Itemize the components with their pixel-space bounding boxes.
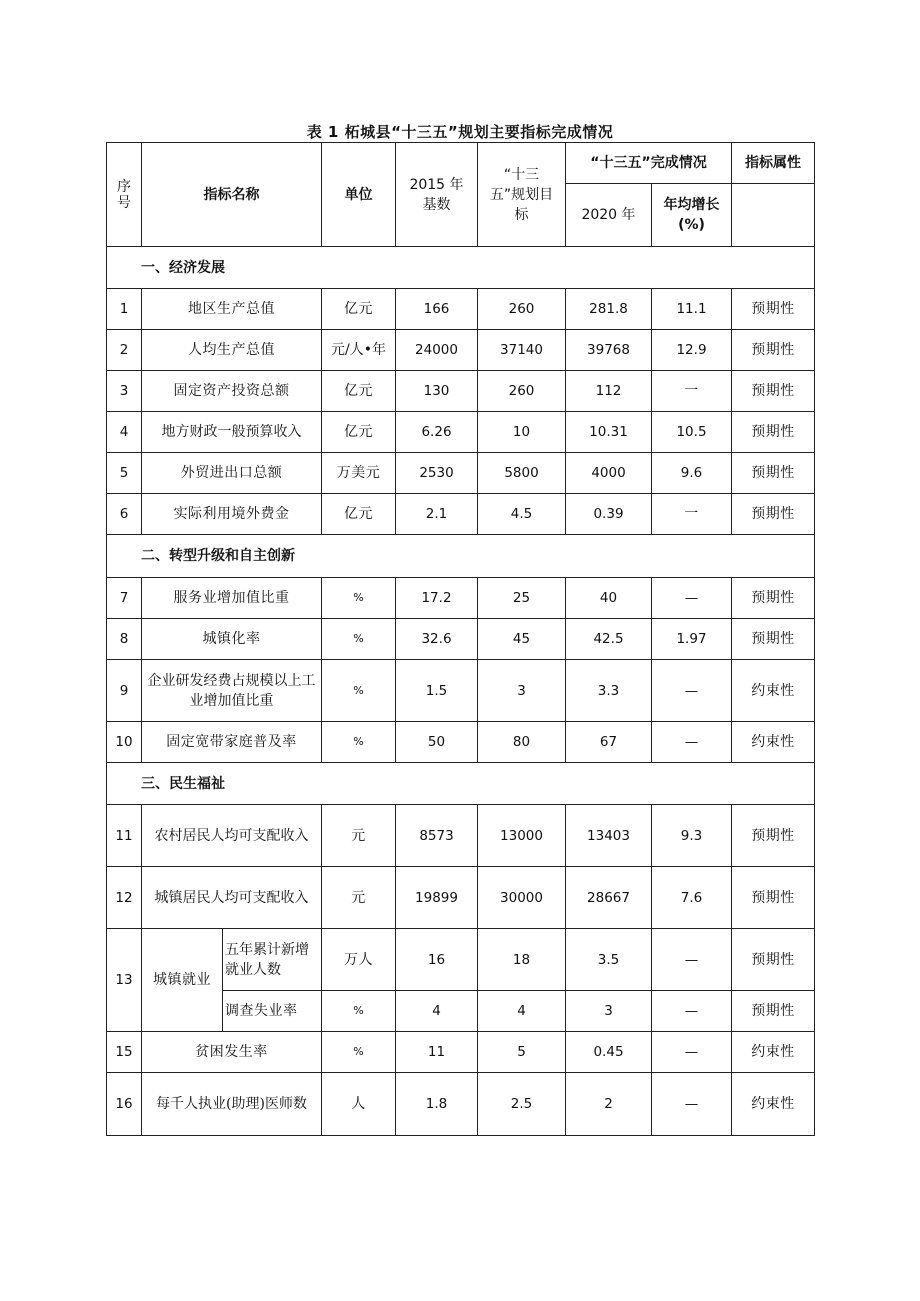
cell-unit: % xyxy=(322,1032,396,1073)
cell-name: 人均生产总值 xyxy=(142,330,322,371)
cell-name: 贫困发生率 xyxy=(142,1032,322,1073)
cell-attr: 预期性 xyxy=(732,578,815,619)
cell-plan: 4 xyxy=(478,991,566,1032)
header-base: 2015 年基数 xyxy=(396,143,478,247)
cell-growth: 1.97 xyxy=(652,619,732,660)
cell-name: 固定宽带家庭普及率 xyxy=(142,722,322,763)
cell-2020: 10.31 xyxy=(566,412,652,453)
cell-base: 19899 xyxy=(396,867,478,929)
cell-no: 5 xyxy=(107,453,142,494)
cell-2020: 0.39 xyxy=(566,494,652,535)
cell-growth: 一 xyxy=(652,371,732,412)
header-plan: “十三五”规划目标 xyxy=(478,143,566,247)
cell-growth: 9.3 xyxy=(652,805,732,867)
cell-2020: 0.45 xyxy=(566,1032,652,1073)
header-attr-blank xyxy=(732,184,815,247)
table-row xyxy=(107,929,815,991)
cell-2020: 4000 xyxy=(566,453,652,494)
cell-attr: 预期性 xyxy=(732,867,815,929)
cell-name: 每千人执业(助理)医师数 xyxy=(142,1073,322,1136)
table-row xyxy=(107,330,815,371)
cell-attr: 预期性 xyxy=(732,494,815,535)
cell-base: 24000 xyxy=(396,330,478,371)
cell-unit: 亿元 xyxy=(322,412,396,453)
indicator-table xyxy=(106,142,815,1136)
cell-no: 4 xyxy=(107,412,142,453)
cell-no: 2 xyxy=(107,330,142,371)
cell-plan: 4.5 xyxy=(478,494,566,535)
cell-name: 五年累计新增就业人数 xyxy=(223,929,322,991)
table-title: 表 1 柘城县“十三五”规划主要指标完成情况 xyxy=(306,123,614,141)
cell-growth: 9.6 xyxy=(652,453,732,494)
cell-name: 企业研发经费占规模以上工业增加值比重 xyxy=(142,660,322,722)
table-row xyxy=(107,867,815,929)
cell-attr: 约束性 xyxy=(732,1073,815,1136)
cell-name: 城镇居民人均可支配收入 xyxy=(142,867,322,929)
cell-no: 15 xyxy=(107,1032,142,1073)
cell-plan: 3 xyxy=(478,660,566,722)
cell-growth: 一 xyxy=(652,494,732,535)
cell-no: 7 xyxy=(107,578,142,619)
table-row xyxy=(107,494,815,535)
section-row xyxy=(107,535,815,578)
cell-growth: 11.1 xyxy=(652,289,732,330)
header-2020: 2020 年 xyxy=(566,184,652,247)
cell-growth: — xyxy=(652,578,732,619)
cell-attr: 预期性 xyxy=(732,453,815,494)
cell-no: 1 xyxy=(107,289,142,330)
cell-2020: 40 xyxy=(566,578,652,619)
cell-plan: 2.5 xyxy=(478,1073,566,1136)
cell-no: 6 xyxy=(107,494,142,535)
cell-base: 2530 xyxy=(396,453,478,494)
cell-base: 11 xyxy=(396,1032,478,1073)
table-row xyxy=(107,578,815,619)
cell-2020: 13403 xyxy=(566,805,652,867)
header-name: 指标名称 xyxy=(142,143,322,247)
cell-2020: 3 xyxy=(566,991,652,1032)
cell-attr: 约束性 xyxy=(732,1032,815,1073)
cell-unit: 元 xyxy=(322,867,396,929)
cell-name: 外贸进出口总额 xyxy=(142,453,322,494)
cell-attr: 预期性 xyxy=(732,619,815,660)
cell-base: 8573 xyxy=(396,805,478,867)
cell-2020: 42.5 xyxy=(566,619,652,660)
header-attr: 指标属性 xyxy=(732,143,815,184)
cell-no: 3 xyxy=(107,371,142,412)
cell-2020: 3.3 xyxy=(566,660,652,722)
table-row xyxy=(107,722,815,763)
cell-no: 16 xyxy=(107,1073,142,1136)
cell-growth: 7.6 xyxy=(652,867,732,929)
cell-2020: 3.5 xyxy=(566,929,652,991)
cell-unit: % xyxy=(322,991,396,1032)
cell-name: 服务业增加值比重 xyxy=(142,578,322,619)
cell-unit: 万美元 xyxy=(322,453,396,494)
cell-no: 12 xyxy=(107,867,142,929)
cell-unit: 元/人•年 xyxy=(322,330,396,371)
cell-plan: 260 xyxy=(478,289,566,330)
cell-attr: 预期性 xyxy=(732,289,815,330)
header-row xyxy=(107,143,815,184)
cell-growth: 10.5 xyxy=(652,412,732,453)
section-row xyxy=(107,763,815,805)
cell-name: 固定资产投资总额 xyxy=(142,371,322,412)
cell-base: 130 xyxy=(396,371,478,412)
cell-unit: % xyxy=(322,619,396,660)
cell-name: 地方财政一般预算收入 xyxy=(142,412,322,453)
cell-plan: 80 xyxy=(478,722,566,763)
header-unit: 单位 xyxy=(322,143,396,247)
cell-base: 1.8 xyxy=(396,1073,478,1136)
cell-attr: 预期性 xyxy=(732,805,815,867)
table-row xyxy=(107,1073,815,1136)
cell-unit: 元 xyxy=(322,805,396,867)
cell-plan: 10 xyxy=(478,412,566,453)
cell-unit: 亿元 xyxy=(322,289,396,330)
cell-unit: 亿元 xyxy=(322,494,396,535)
cell-no: 9 xyxy=(107,660,142,722)
header-done-group: “十三五”完成情况 xyxy=(566,143,732,184)
cell-unit: % xyxy=(322,722,396,763)
table-row xyxy=(107,453,815,494)
cell-unit: 人 xyxy=(322,1073,396,1136)
cell-2020: 28667 xyxy=(566,867,652,929)
cell-plan: 5 xyxy=(478,1032,566,1073)
table-row xyxy=(107,619,815,660)
cell-growth: 12.9 xyxy=(652,330,732,371)
cell-no: 13 xyxy=(107,929,142,1032)
cell-base: 166 xyxy=(396,289,478,330)
cell-base: 16 xyxy=(396,929,478,991)
cell-plan: 30000 xyxy=(478,867,566,929)
section-title: 二、转型升级和自主创新 xyxy=(107,535,815,578)
cell-no: 8 xyxy=(107,619,142,660)
cell-attr: 预期性 xyxy=(732,991,815,1032)
cell-group: 城镇就业 xyxy=(142,929,223,1032)
cell-2020: 67 xyxy=(566,722,652,763)
table-row xyxy=(107,412,815,453)
cell-name: 农村居民人均可支配收入 xyxy=(142,805,322,867)
cell-plan: 37140 xyxy=(478,330,566,371)
section-row xyxy=(107,247,815,289)
cell-unit: 亿元 xyxy=(322,371,396,412)
cell-base: 50 xyxy=(396,722,478,763)
cell-attr: 约束性 xyxy=(732,660,815,722)
cell-growth: — xyxy=(652,660,732,722)
cell-plan: 5800 xyxy=(478,453,566,494)
cell-2020: 2 xyxy=(566,1073,652,1136)
cell-base: 2.1 xyxy=(396,494,478,535)
cell-name: 地区生产总值 xyxy=(142,289,322,330)
section-title: 三、民生福祉 xyxy=(107,763,815,805)
table-row xyxy=(107,660,815,722)
cell-unit: % xyxy=(322,660,396,722)
cell-plan: 18 xyxy=(478,929,566,991)
cell-plan: 45 xyxy=(478,619,566,660)
cell-base: 17.2 xyxy=(396,578,478,619)
cell-base: 6.26 xyxy=(396,412,478,453)
cell-growth: — xyxy=(652,1032,732,1073)
cell-plan: 25 xyxy=(478,578,566,619)
cell-no: 11 xyxy=(107,805,142,867)
table-row xyxy=(107,1032,815,1073)
cell-base: 4 xyxy=(396,991,478,1032)
cell-growth: — xyxy=(652,722,732,763)
cell-no: 10 xyxy=(107,722,142,763)
cell-base: 32.6 xyxy=(396,619,478,660)
cell-attr: 约束性 xyxy=(732,722,815,763)
cell-2020: 39768 xyxy=(566,330,652,371)
cell-attr: 预期性 xyxy=(732,929,815,991)
table-row xyxy=(107,371,815,412)
cell-attr: 预期性 xyxy=(732,371,815,412)
cell-growth: — xyxy=(652,991,732,1032)
cell-growth: — xyxy=(652,929,732,991)
table-row xyxy=(107,805,815,867)
section-title: 一、经济发展 xyxy=(107,247,815,289)
table-row xyxy=(107,289,815,330)
cell-2020: 112 xyxy=(566,371,652,412)
cell-name: 城镇化率 xyxy=(142,619,322,660)
cell-base: 1.5 xyxy=(396,660,478,722)
cell-plan: 260 xyxy=(478,371,566,412)
cell-attr: 预期性 xyxy=(732,412,815,453)
cell-name: 调查失业率 xyxy=(223,991,322,1032)
cell-2020: 281.8 xyxy=(566,289,652,330)
cell-unit: 万人 xyxy=(322,929,396,991)
cell-name: 实际利用境外费金 xyxy=(142,494,322,535)
cell-attr: 预期性 xyxy=(732,330,815,371)
header-no: 序号 xyxy=(107,143,142,247)
cell-plan: 13000 xyxy=(478,805,566,867)
cell-growth: — xyxy=(652,1073,732,1136)
cell-unit: % xyxy=(322,578,396,619)
header-growth: 年均增长(%) xyxy=(652,184,732,247)
